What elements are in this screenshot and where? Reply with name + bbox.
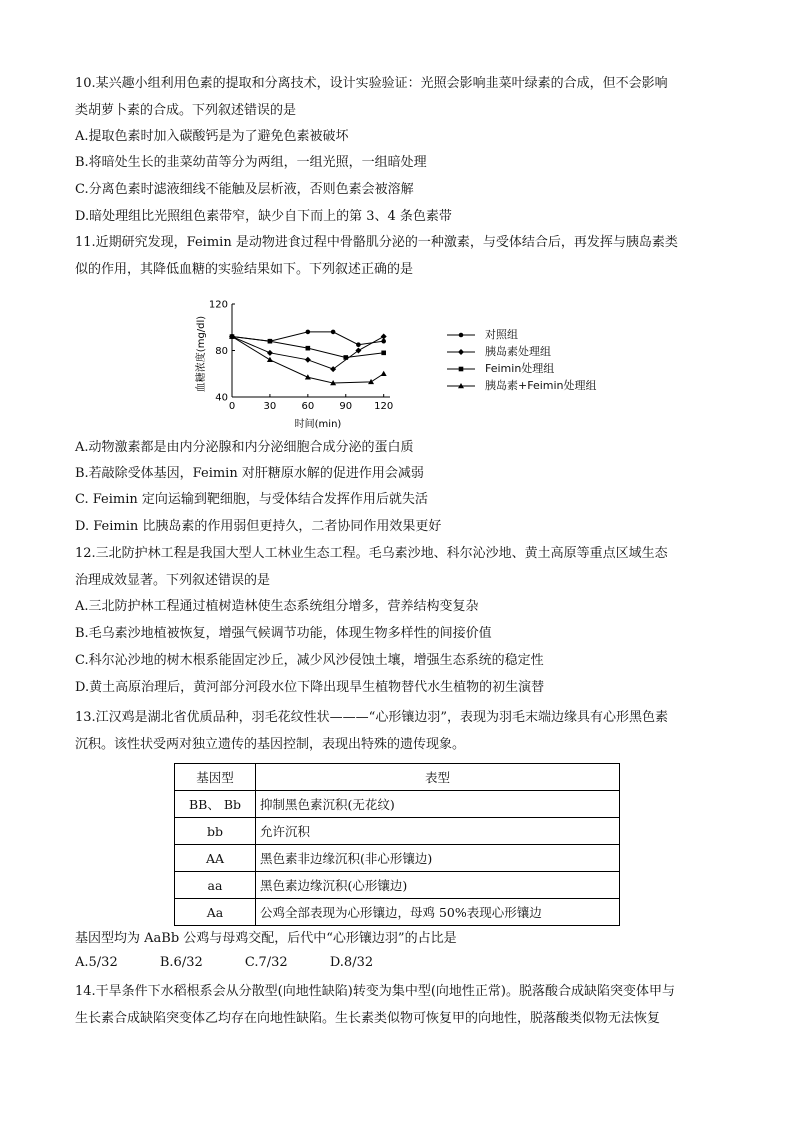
legend-label: 胰岛素+Feimin处理组	[485, 379, 597, 392]
q12-option-c: C.科尔沁沙地的树木根系能固定沙丘，减少风沙侵蚀土壤，增强生态系统的稳定性	[75, 653, 544, 668]
table-row	[175, 845, 620, 872]
q13-option-d: D.8/32	[329, 955, 374, 970]
legend-swatch	[445, 347, 477, 357]
data-point	[343, 355, 348, 360]
x-tick-label: 90	[339, 401, 353, 412]
data-point	[306, 346, 311, 351]
chart-y-label: 血糖浓度(mg/dl)	[196, 315, 207, 393]
data-point	[458, 349, 464, 355]
table-cell: 允许沉积	[256, 818, 620, 845]
q10-stem-line1: 10.某兴趣小组利用色素的提取和分离技术，设计实验验证：光照会影响韭菜叶绿素的合成，但不会影响	[75, 76, 668, 91]
data-point	[381, 371, 387, 376]
table-header-row	[175, 764, 620, 791]
x-tick-label: 30	[263, 401, 277, 412]
q12-option-a: A.三北防护林工程通过植树造林使生态系统组分增多，营养结构变复杂	[75, 599, 479, 614]
table-cell: 抑制黑色素沉积(无花纹)	[256, 791, 620, 818]
table-header-cell: 表型	[256, 764, 620, 791]
q10-option-a: A.提取色素时加入碳酸钙是为了避免色素被破坏	[75, 129, 349, 144]
table-cell: 公鸡全部表现为心形镶边，母鸡 50%表现心形镶边	[256, 899, 620, 926]
table-cell: 黑色素边缘沉积(心形镶边)	[256, 872, 620, 899]
legend-label: 胰岛素处理组	[485, 345, 551, 358]
q14-stem-line2: 生长素合成缺陷突变体乙均存在向地性缺陷。生长素类似物可恢复甲的向地性，脱落酸类似物无法恢复	[75, 1011, 661, 1026]
q13-option-b: B.6/32	[159, 955, 203, 970]
series-line-1	[232, 337, 384, 370]
q11-stem-line1: 11.近期研究发现，Feimin 是动物进食过程中骨骼肌分泌的一种激素，与受体结合后，再发挥与胰岛素类	[75, 235, 678, 250]
q13-stem-line2: 沉积。该性状受两对独立遗传的基因控制，表现出特殊的遗传现象。	[75, 737, 466, 752]
legend-item	[445, 360, 597, 377]
q11-option-b: B.若敲除受体基因，Feimin 对肝糖原水解的促进作用会减弱	[75, 466, 424, 481]
data-point	[305, 357, 311, 363]
q12-stem-line2: 治理成效显著。下列叙述错误的是	[75, 573, 271, 588]
data-point	[268, 339, 273, 344]
table-row	[175, 818, 620, 845]
q12-option-b: B.毛乌素沙地植被恢复，增强气候调节功能，体现生物多样性的间接价值	[75, 626, 492, 641]
table-cell: aa	[175, 872, 256, 899]
table-cell: BB、 Bb	[175, 791, 256, 818]
data-point	[381, 339, 386, 344]
data-point	[381, 334, 387, 340]
x-tick-label: 60	[301, 401, 315, 412]
x-tick-label: 120	[374, 401, 394, 412]
chart-plot	[190, 292, 405, 432]
legend-item	[445, 343, 597, 360]
q11-option-c: C. Feimin 定向运输到靶细胞，与受体结合发挥作用后就失活	[75, 492, 428, 507]
legend-swatch	[445, 330, 477, 340]
data-point	[331, 330, 336, 335]
data-point	[381, 351, 386, 356]
q13-option-c: C.7/32	[244, 955, 288, 970]
table-header-cell: 基因型	[175, 764, 256, 791]
q13-question: 基因型均为 AaBb 公鸡与母鸡交配，后代中“心形镶边羽”的占比是	[75, 931, 457, 946]
q10-option-d: D.暗处理组比光照组色素带窄，缺少自下而上的第 3、4 条色素带	[75, 209, 452, 224]
q12-stem-line1: 12.三北防护林工程是我国大型人工林业生态工程。毛乌素沙地、科尔沁沙地、黄土高原等重点区域生态	[75, 546, 668, 561]
y-tick-label: 40	[215, 392, 228, 404]
chart-legend	[445, 326, 597, 394]
q12-option-d: D.黄土高原治理后，黄河部分河段水位下降出现旱生植物替代水生植物的初生演替	[75, 680, 545, 695]
q10-stem-line2: 类胡萝卜素的合成。下列叙述错误的是	[75, 103, 297, 118]
genotype-phenotype-table	[174, 763, 620, 926]
data-point	[459, 332, 464, 337]
legend-item	[445, 326, 597, 343]
table-row	[175, 899, 620, 926]
q13-options	[75, 955, 411, 970]
q11-stem-line2: 似的作用，其降低血糖的实验结果如下。下列叙述正确的是	[75, 262, 414, 277]
data-point	[356, 342, 361, 347]
legend-item	[445, 377, 597, 394]
table-cell: Aa	[175, 899, 256, 926]
data-point	[306, 330, 311, 335]
q11-option-d: D. Feimin 比胰岛素的作用弱但更持久，二者协同作用效果更好	[75, 519, 442, 534]
legend-swatch	[445, 381, 477, 391]
table-row	[175, 872, 620, 899]
data-point	[459, 366, 464, 371]
q11-option-a: A.动物激素都是由内分泌腺和内分泌细胞合成分泌的蛋白质	[75, 440, 414, 455]
legend-label: 对照组	[485, 328, 518, 341]
q10-option-b: B.将暗处生长的韭菜幼苗等分为两组，一组光照，一组暗处理	[75, 155, 427, 170]
y-tick-label: 80	[215, 346, 228, 357]
data-point	[267, 350, 273, 356]
data-point	[267, 357, 273, 362]
y-tick-label: 120	[208, 299, 228, 311]
table-cell: bb	[175, 818, 256, 845]
legend-label: Feimin处理组	[485, 362, 555, 375]
q14-stem-line1: 14.干旱条件下水稻根系会从分散型(向地性缺陷)转变为集中型(向地性正常)。脱落酸合成缺陷突变体甲与	[75, 984, 675, 999]
chart-x-label: 时间(min)	[294, 419, 342, 430]
q13-option-a: A.5/32	[75, 955, 118, 970]
data-point	[305, 374, 311, 379]
table-cell: AA	[175, 845, 256, 872]
table-cell: 黑色素非边缘沉积(非心形镶边)	[256, 845, 620, 872]
q13-stem-line1: 13.江汉鸡是湖北省优质品种，羽毛花纹性状———“心形镶边羽”，表现为羽毛末端边缘具有心形黑色素	[75, 710, 668, 725]
q10-option-c: C.分离色素时滤液细线不能触及层析液，否则色素会被溶解	[75, 182, 414, 197]
x-tick-label: 0	[228, 401, 236, 412]
legend-swatch	[445, 364, 477, 374]
table-row	[175, 791, 620, 818]
